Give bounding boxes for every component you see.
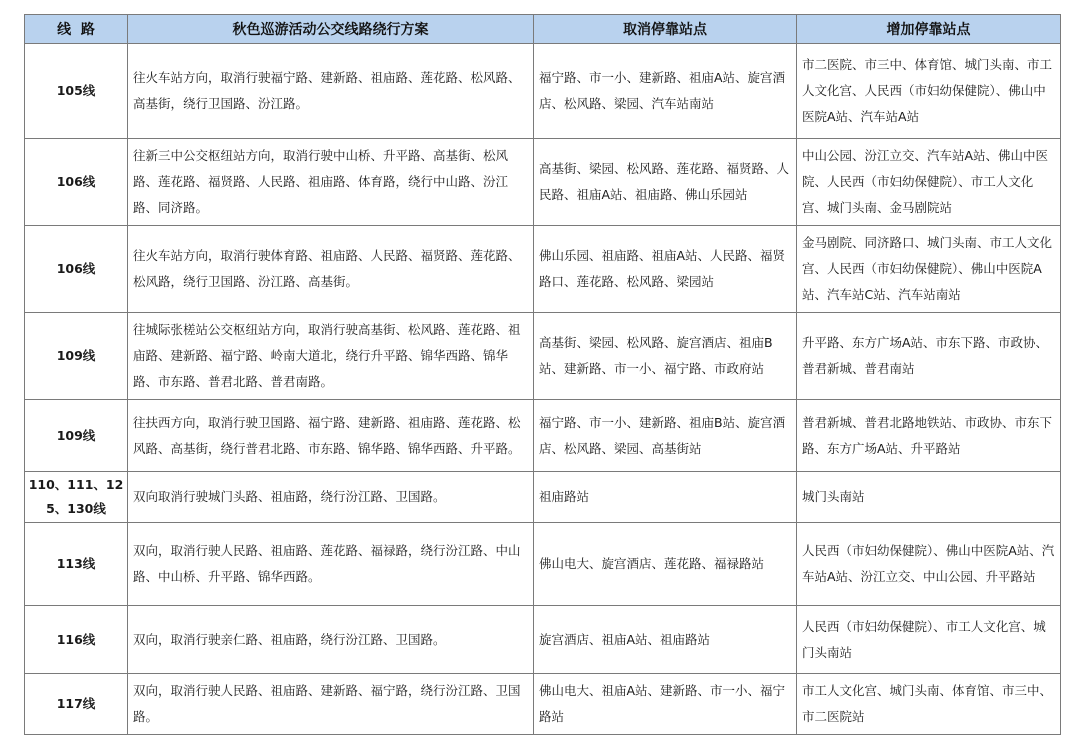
added-stops-cell: 城门头南站 <box>797 472 1061 523</box>
table-header-row <box>25 15 1061 44</box>
cancelled-stops-cell: 佛山电大、祖庙A站、建新路、市一小、福宁路站 <box>534 674 797 735</box>
plan-cell: 往新三中公交枢纽站方向，取消行驶中山桥、升平路、高基街、松风路、莲花路、福贤路、人民路、祖庙路、体育路，绕行中山路、汾江路、同济路。 <box>128 139 534 226</box>
plan-cell: 双向取消行驶城门头路、祖庙路，绕行汾江路、卫国路。 <box>128 472 534 523</box>
route-cell: 106线 <box>25 226 128 313</box>
route-cell: 110、111、125、130线 <box>25 472 128 523</box>
plan-cell: 往扶西方向，取消行驶卫国路、福宁路、建新路、祖庙路、莲花路、松风路、高基街，绕行普君北路、市东路、锦华路、锦华西路、升平路。 <box>128 400 534 472</box>
header-plan: 秋色巡游活动公交线路绕行方案 <box>128 15 534 44</box>
plan-cell: 往火车站方向，取消行驶体育路、祖庙路、人民路、福贤路、莲花路、松风路，绕行卫国路、汾江路、高基街。 <box>128 226 534 313</box>
table-row <box>25 44 1061 139</box>
table-row <box>25 313 1061 400</box>
plan-cell: 双向，取消行驶人民路、祖庙路、莲花路、福禄路，绕行汾江路、中山路、中山桥、升平路、锦华西路。 <box>128 523 534 606</box>
table-row <box>25 472 1061 523</box>
added-stops-cell: 市二医院、市三中、体育馆、城门头南、市工人文化宫、人民西（市妇幼保健院）、佛山中医院A站、汽车站A站 <box>797 44 1061 139</box>
added-stops-cell: 人民西（市妇幼保健院）、佛山中医院A站、汽车站A站、汾江立交、中山公园、升平路站 <box>797 523 1061 606</box>
header-added-stops: 增加停靠站点 <box>797 15 1061 44</box>
header-route: 线 路 <box>25 15 128 44</box>
cancelled-stops-cell: 祖庙路站 <box>534 472 797 523</box>
added-stops-cell: 升平路、东方广场A站、市东下路、市政协、普君新城、普君南站 <box>797 313 1061 400</box>
detour-table-container <box>24 14 1060 735</box>
plan-cell: 往火车站方向，取消行驶福宁路、建新路、祖庙路、莲花路、松风路、高基街，绕行卫国路、汾江路。 <box>128 44 534 139</box>
cancelled-stops-cell: 高基街、梁园、松风路、旋宫酒店、祖庙B站、建新路、市一小、福宁路、市政府站 <box>534 313 797 400</box>
cancelled-stops-cell: 高基街、梁园、松风路、莲花路、福贤路、人民路、祖庙A站、祖庙路、佛山乐园站 <box>534 139 797 226</box>
added-stops-cell: 人民西（市妇幼保健院）、市工人文化宫、城门头南站 <box>797 606 1061 674</box>
table-row <box>25 139 1061 226</box>
route-cell: 113线 <box>25 523 128 606</box>
table-row <box>25 523 1061 606</box>
header-cancelled-stops: 取消停靠站点 <box>534 15 797 44</box>
route-cell: 106线 <box>25 139 128 226</box>
plan-cell: 双向，取消行驶人民路、祖庙路、建新路、福宁路，绕行汾江路、卫国路。 <box>128 674 534 735</box>
added-stops-cell: 中山公园、汾江立交、汽车站A站、佛山中医院、人民西（市妇幼保健院）、市工人文化宫、城门头南、金马剧院站 <box>797 139 1061 226</box>
cancelled-stops-cell: 旋宫酒店、祖庙A站、祖庙路站 <box>534 606 797 674</box>
plan-cell: 双向，取消行驶亲仁路、祖庙路，绕行汾江路、卫国路。 <box>128 606 534 674</box>
route-cell: 105线 <box>25 44 128 139</box>
cancelled-stops-cell: 福宁路、市一小、建新路、祖庙A站、旋宫酒店、松风路、梁园、汽车站南站 <box>534 44 797 139</box>
table-row <box>25 674 1061 735</box>
added-stops-cell: 普君新城、普君北路地铁站、市政协、市东下路、东方广场A站、升平路站 <box>797 400 1061 472</box>
cancelled-stops-cell: 佛山电大、旋宫酒店、莲花路、福禄路站 <box>534 523 797 606</box>
table-row <box>25 226 1061 313</box>
route-cell: 116线 <box>25 606 128 674</box>
route-cell: 117线 <box>25 674 128 735</box>
cancelled-stops-cell: 福宁路、市一小、建新路、祖庙B站、旋宫酒店、松风路、梁园、高基街站 <box>534 400 797 472</box>
added-stops-cell: 金马剧院、同济路口、城门头南、市工人文化宫、人民西（市妇幼保健院）、佛山中医院A站、汽车站C站、汽车站南站 <box>797 226 1061 313</box>
table-row <box>25 606 1061 674</box>
plan-cell: 往城际张槎站公交枢纽站方向，取消行驶高基街、松风路、莲花路、祖庙路、建新路、福宁路、岭南大道北，绕行升平路、锦华西路、锦华路、市东路、普君北路、普君南路。 <box>128 313 534 400</box>
route-cell: 109线 <box>25 313 128 400</box>
table-row <box>25 400 1061 472</box>
cancelled-stops-cell: 佛山乐园、祖庙路、祖庙A站、人民路、福贤路口、莲花路、松风路、梁园站 <box>534 226 797 313</box>
route-cell: 109线 <box>25 400 128 472</box>
detour-table <box>24 14 1061 735</box>
added-stops-cell: 市工人文化宫、城门头南、体育馆、市三中、市二医院站 <box>797 674 1061 735</box>
